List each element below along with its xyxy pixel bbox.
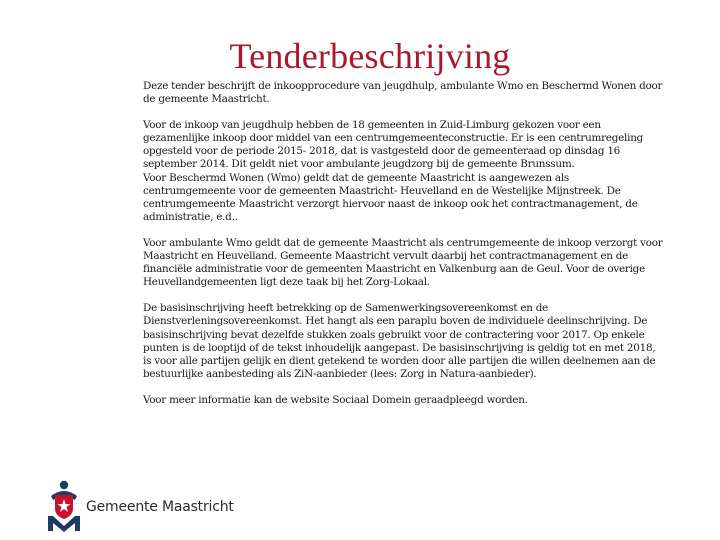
gemeente-maastricht-logo [44,478,244,534]
intro-paragraph: Deze tender beschrijft de inkoopprocedure van jeugdhulp, ambulante Wmo en Beschermd Wonen door de gemeente Maastricht. [143,80,663,106]
document-body [143,80,663,420]
logo-text: Gemeente Maastricht [86,499,234,515]
paragraph-meer-informatie: Voor meer informatie kan de website Sociaal Domein geraadpleegd worden. [143,393,528,406]
paragraph-basisinschrijving: De basisinschrijving heeft betrekking op de Samenwerkingsovereenkomst en de Dienstverleningsovereenkomst. Het hangt als een paraplu boven de individuele deelinschrijving. De basisinschrijving bevat dezelfde stukken zoals gebruikt voor de contractering voor 2017. Op enkele punten is de looptijd of de tekst inhoudelijk aangepast. De basisinschrijving is geldig tot en met 2018, is voor alle partijen gelijk en dient getekend te worden door alle partijen die willen deelnemen aan de bestuurlijke aanbesteding als ZiN-aanbieder (lees: Zorg in Natura-aanbieder). [143,302,656,380]
paragraph-beschermd-wonen: Voor Beschermd Wonen (Wmo) geldt dat de gemeente Maastricht is aangewezen als centrumgemeente voor de gemeenten Maastricht- Heuvelland en de Westelijke Mijnstreek. De centrumgemeente Maastricht verzorgt hiervoor naast de inkoop ook het contractmanagement, de administratie, e.d.. [143,171,638,223]
page-title: Tenderbeschrijving [229,36,511,76]
paragraph-ambulante-wmo: Voor ambulante Wmo geldt dat de gemeente Maastricht als centrumgemeente de inkoop verzorgt voor Maastricht en Heuvelland. Gemeente Maastricht vervult daarbij het contractmanagement en de financiële administratie voor de gemeenten Maastricht en Valkenburg aan de Geul. Voor de overige Heuvellandgemeenten ligt deze taak bij het Zorg-Lokaal. [143,236,663,289]
paragraph-jeugdhulp: Voor de inkoop van jeugdhulp hebben de 18 gemeenten in Zuid-Limburg gekozen voor een gezamenlijke inkoop door middel van een centrumgemeenteconstructie. Er is een centrumregeling opgesteld voor de periode 2015- 2018, dat is vastgesteld door de gemeenteraad op dinsdag 16 september 2014. Dit geldt niet voor ambulante jeugdzorg bij de gemeente Brunssum. [143,119,644,171]
maastricht-coat-of-arms-icon [44,478,84,534]
